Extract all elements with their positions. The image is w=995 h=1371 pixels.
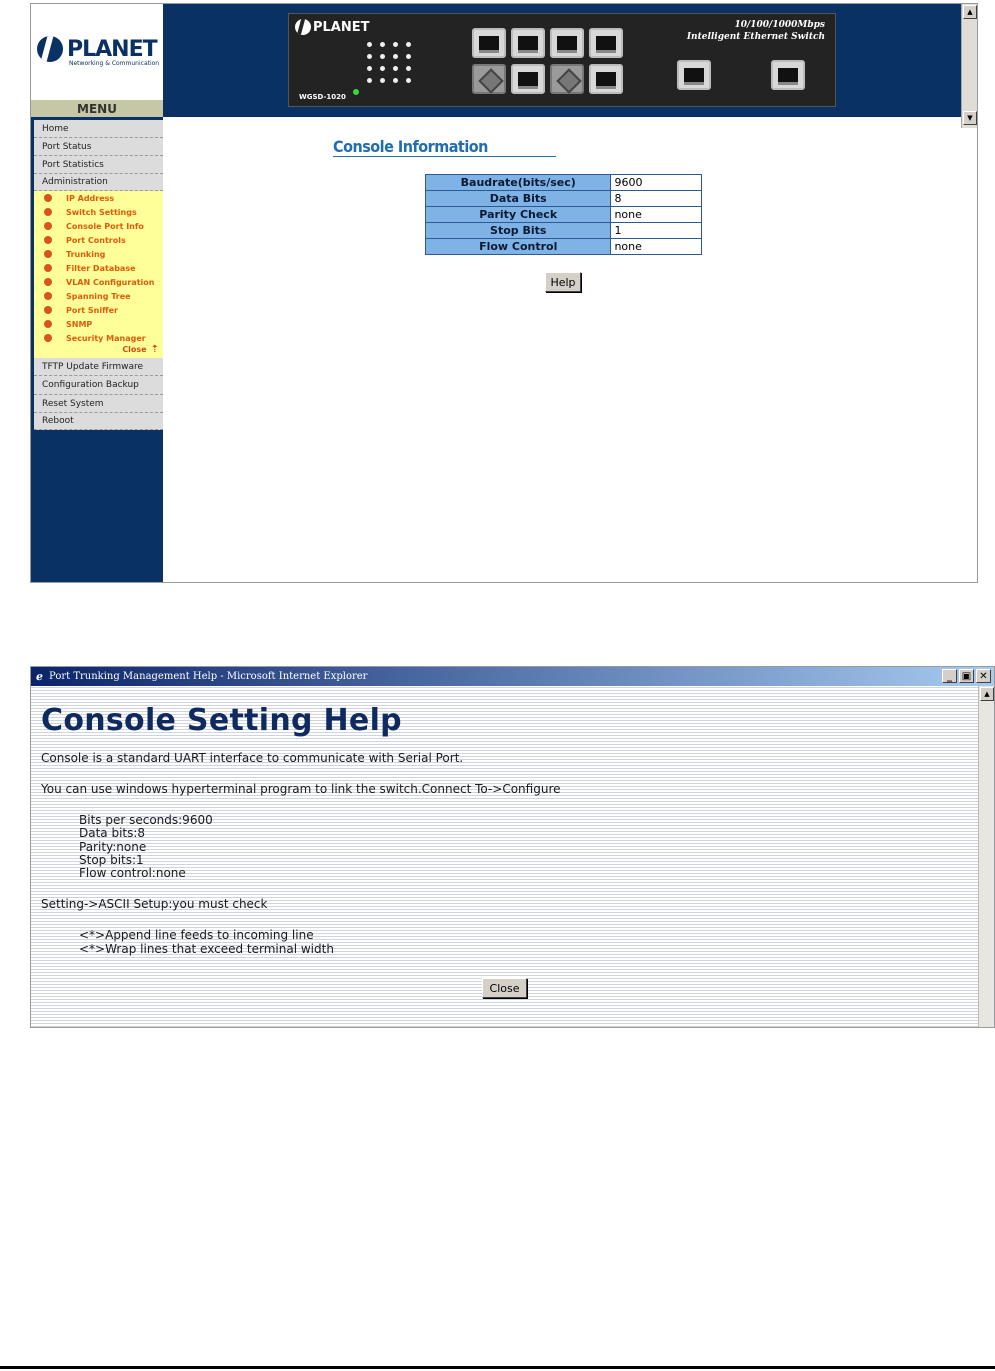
table-row — [426, 207, 702, 223]
list-item: Data bits:8 — [79, 826, 146, 841]
main-content — [163, 117, 963, 582]
ethernet-port-icon — [472, 28, 506, 58]
panel-title: 10/100/1000Mbps Intelligent Ethernet Switch — [686, 20, 825, 42]
help-heading: Console Setting Help — [41, 703, 402, 738]
sidebar — [31, 4, 163, 582]
ethernet-port-icon — [511, 64, 545, 94]
administration-submenu — [34, 191, 163, 358]
data-bits-value: 8 — [611, 191, 702, 207]
submenu-item-port-sniffer[interactable]: Port Sniffer — [34, 303, 163, 317]
bullet-icon — [44, 222, 52, 230]
scroll-up-icon[interactable]: ▲ — [980, 687, 994, 701]
planet-logo-icon — [295, 19, 311, 35]
submenu-item-ip-address[interactable]: IP Address — [34, 191, 163, 205]
panel-logo: PLANET — [295, 19, 370, 35]
data-bits-label: Data Bits — [426, 191, 611, 207]
submenu-item-trunking[interactable]: Trunking — [34, 247, 163, 261]
help-paragraph: Setting->ASCII Setup:you must check — [41, 897, 268, 912]
gbic-port-icon — [472, 64, 506, 94]
bullet-icon — [44, 264, 52, 272]
ethernet-port-icon — [589, 64, 623, 94]
stop-bits-label: Stop Bits — [426, 223, 611, 239]
menu-header: MENU — [31, 99, 163, 117]
bullet-icon — [44, 320, 52, 328]
bullet-icon — [44, 194, 52, 202]
logo-subtitle: Networking & Communication — [69, 60, 160, 67]
baudrate-label: Baudrate(bits/sec) — [426, 175, 611, 191]
bullet-icon — [44, 250, 52, 258]
table-row — [426, 191, 702, 207]
submenu-item-console-port-info[interactable]: Console Port Info — [34, 219, 163, 233]
checks-list — [41, 929, 971, 956]
submenu-item-vlan-configuration[interactable]: VLAN Configuration — [34, 275, 163, 289]
ethernet-port-icon — [511, 28, 545, 58]
switch-web-ui-screenshot — [30, 3, 978, 583]
list-item: <*>Append line feeds to incoming line — [79, 928, 314, 943]
sidebar-item-tftp-update-firmware[interactable]: TFTP Update Firmware — [34, 358, 163, 376]
list-item: Bits per seconds:9600 — [79, 813, 213, 827]
sidebar-item-administration[interactable]: Administration — [34, 174, 163, 191]
help-paragraph: Console is a standard UART interface to communicate with Serial Port. — [41, 751, 464, 765]
help-content — [41, 703, 971, 956]
bullet-icon — [44, 208, 52, 216]
ethernet-port-icon — [771, 60, 805, 90]
sidebar-item-reboot[interactable]: Reboot — [34, 413, 163, 430]
submenu-item-port-controls[interactable]: Port Controls — [34, 233, 163, 247]
bullet-icon — [44, 334, 52, 342]
window-controls — [942, 669, 991, 683]
submenu-close-link[interactable]: Close ⇡ — [122, 344, 159, 355]
table-row — [426, 223, 702, 239]
scroll-up-icon[interactable]: ▲ — [963, 5, 977, 19]
submenu-item-spanning-tree[interactable]: Spanning Tree — [34, 289, 163, 303]
restore-icon[interactable]: ▣ — [959, 669, 974, 683]
minimize-icon[interactable]: _ — [942, 669, 957, 683]
logo-word: PLANET — [67, 36, 157, 62]
bullet-icon — [44, 236, 52, 244]
help-paragraph: You can use windows hyperterminal program to link the switch.Connect To->Configure — [41, 782, 561, 796]
list-item: Parity:none — [79, 839, 147, 854]
power-led-icon — [353, 89, 359, 95]
parity-check-label: Parity Check — [426, 207, 611, 223]
window-titlebar[interactable] — [31, 667, 994, 686]
parity-check-value: none — [611, 207, 702, 223]
page-title: Console Information — [333, 137, 556, 157]
table-row — [426, 239, 702, 255]
bullet-icon — [44, 306, 52, 314]
arrow-up-icon: ⇡ — [150, 344, 159, 355]
stop-bits-value: 1 — [611, 223, 702, 239]
bullet-icon — [44, 292, 52, 300]
sidebar-item-configuration-backup[interactable]: Configuration Backup — [34, 376, 163, 395]
vertical-scrollbar[interactable] — [961, 4, 977, 128]
ethernet-port-icon — [677, 60, 711, 90]
submenu-item-filter-database[interactable]: Filter Database — [34, 261, 163, 275]
console-info-table — [425, 174, 702, 255]
submenu-item-security-manager[interactable]: Security Manager — [34, 331, 163, 345]
planet-logo — [31, 4, 163, 99]
flow-control-label: Flow Control — [426, 239, 611, 255]
help-button[interactable]: Help — [545, 272, 581, 292]
table-row — [426, 175, 702, 191]
ie-help-window-screenshot — [30, 666, 995, 1028]
led-indicators — [367, 42, 419, 83]
scroll-down-icon[interactable]: ▼ — [963, 111, 977, 125]
ethernet-port-icon — [550, 28, 584, 58]
sidebar-item-port-statistics[interactable]: Port Statistics — [34, 156, 163, 174]
banner — [163, 4, 963, 117]
list-item: Flow control:none — [79, 866, 186, 881]
vertical-scrollbar[interactable] — [978, 686, 994, 1027]
ethernet-port-icon — [589, 28, 623, 58]
close-button[interactable]: Close — [482, 978, 527, 998]
bullet-icon — [44, 278, 52, 286]
ie-icon: ℯ — [36, 670, 43, 683]
switch-front-panel-image — [288, 13, 836, 107]
page-footer-rule — [0, 1366, 995, 1369]
planet-logo-icon — [37, 36, 63, 62]
baudrate-value: 9600 — [611, 175, 702, 191]
list-item: Stop bits:1 — [79, 852, 144, 867]
sidebar-item-reset-system[interactable]: Reset System — [34, 395, 163, 413]
window-title: Port Trunking Management Help - Microsoft Internet Explorer — [49, 671, 368, 682]
settings-list — [41, 814, 971, 880]
panel-model-label: WGSD-1020 — [299, 93, 346, 101]
sidebar-item-home[interactable]: Home — [34, 120, 163, 138]
flow-control-value: none — [611, 239, 702, 255]
submenu-item-switch-settings[interactable]: Switch Settings — [34, 205, 163, 219]
sidebar-item-port-status[interactable]: Port Status — [34, 138, 163, 156]
list-item: <*>Wrap lines that exceed terminal width — [79, 941, 334, 956]
gbic-port-icon — [550, 64, 584, 94]
submenu-item-snmp[interactable]: SNMP — [34, 317, 163, 331]
close-window-icon[interactable]: ✕ — [976, 669, 991, 683]
